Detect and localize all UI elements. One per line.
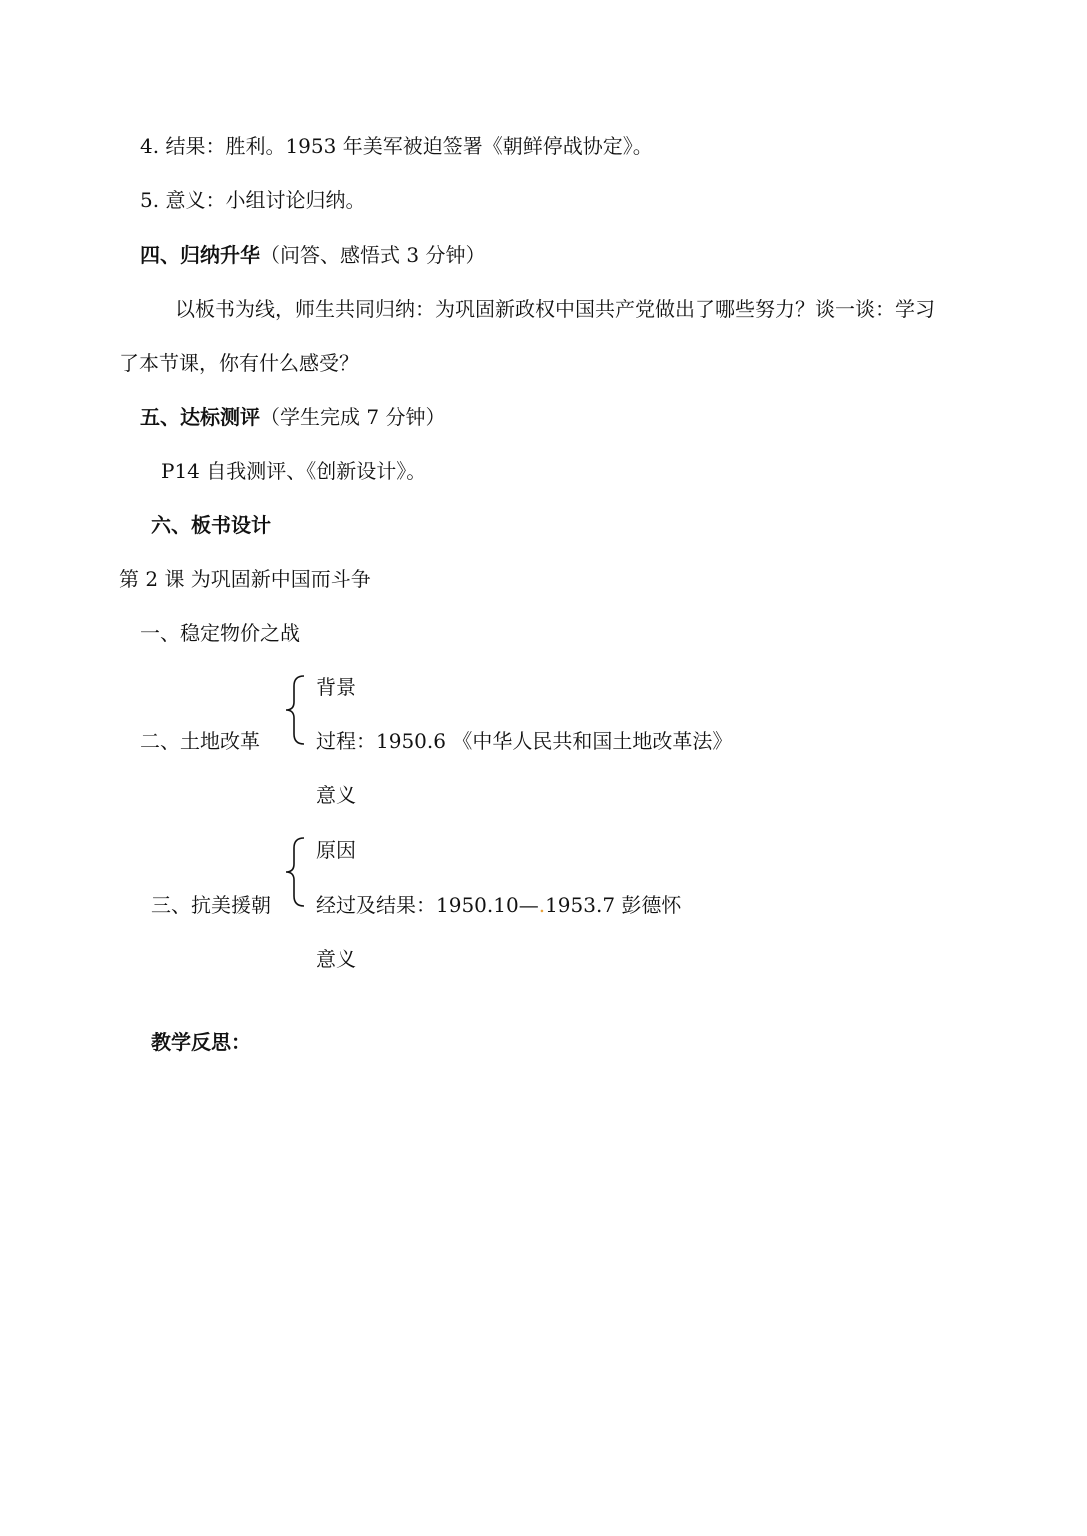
land-reform-process: 过程：1950.6 《中华人民共和国土地改革法》 — [316, 729, 733, 753]
section-4-heading: 四、归纳升华 — [140, 243, 260, 267]
war-label: 三、抗美援朝 — [151, 893, 271, 917]
land-reform-significance: 意义 — [316, 783, 356, 807]
war-significance: 意义 — [316, 947, 356, 971]
section-4-heading-line — [140, 241, 485, 269]
war-cause: 原因 — [316, 838, 356, 862]
land-reform-background: 背景 — [316, 675, 356, 699]
section-5-heading: 五、达标测评 — [140, 405, 260, 429]
section-5-note: （学生完成 7 分钟） — [260, 405, 446, 429]
board-item-1: 一、稳定物价之战 — [140, 621, 300, 645]
land-reform-label: 二、土地改革 — [140, 729, 260, 753]
meaning-line: 5. 意义：小组讨论归纳。 — [140, 188, 366, 212]
war-course-start: 经过及结果：1950.10— — [316, 893, 539, 917]
section-6-heading: 六、板书设计 — [151, 513, 271, 537]
result-line: 4. 结果：胜利。1953 年美军被迫签署《朝鲜停战协定》。 — [140, 134, 653, 158]
section-4-paragraph-line-1: 以板书为线，师生共同归纳：为巩固新政权中国共产党做出了哪些努力？谈一谈：学习 — [175, 297, 935, 321]
section-4-paragraph-line-2: 了本节课，你有什么感受？ — [119, 351, 359, 375]
war-course-line — [316, 891, 681, 919]
section-5-heading-line — [140, 403, 445, 431]
war-course-end: 1953.7 彭德怀 — [545, 893, 682, 917]
section-5-text: P14 自我测评、《创新设计》。 — [161, 459, 427, 483]
lesson-title: 第 2 课 为巩固新中国而斗争 — [119, 567, 371, 591]
reflection-label: 教学反思： — [151, 1030, 251, 1054]
brace-icon-land-reform — [284, 674, 310, 746]
brace-icon-war — [284, 836, 310, 908]
orange-mark: . — [538, 893, 546, 917]
section-4-note: （问答、感悟式 3 分钟） — [260, 243, 486, 267]
